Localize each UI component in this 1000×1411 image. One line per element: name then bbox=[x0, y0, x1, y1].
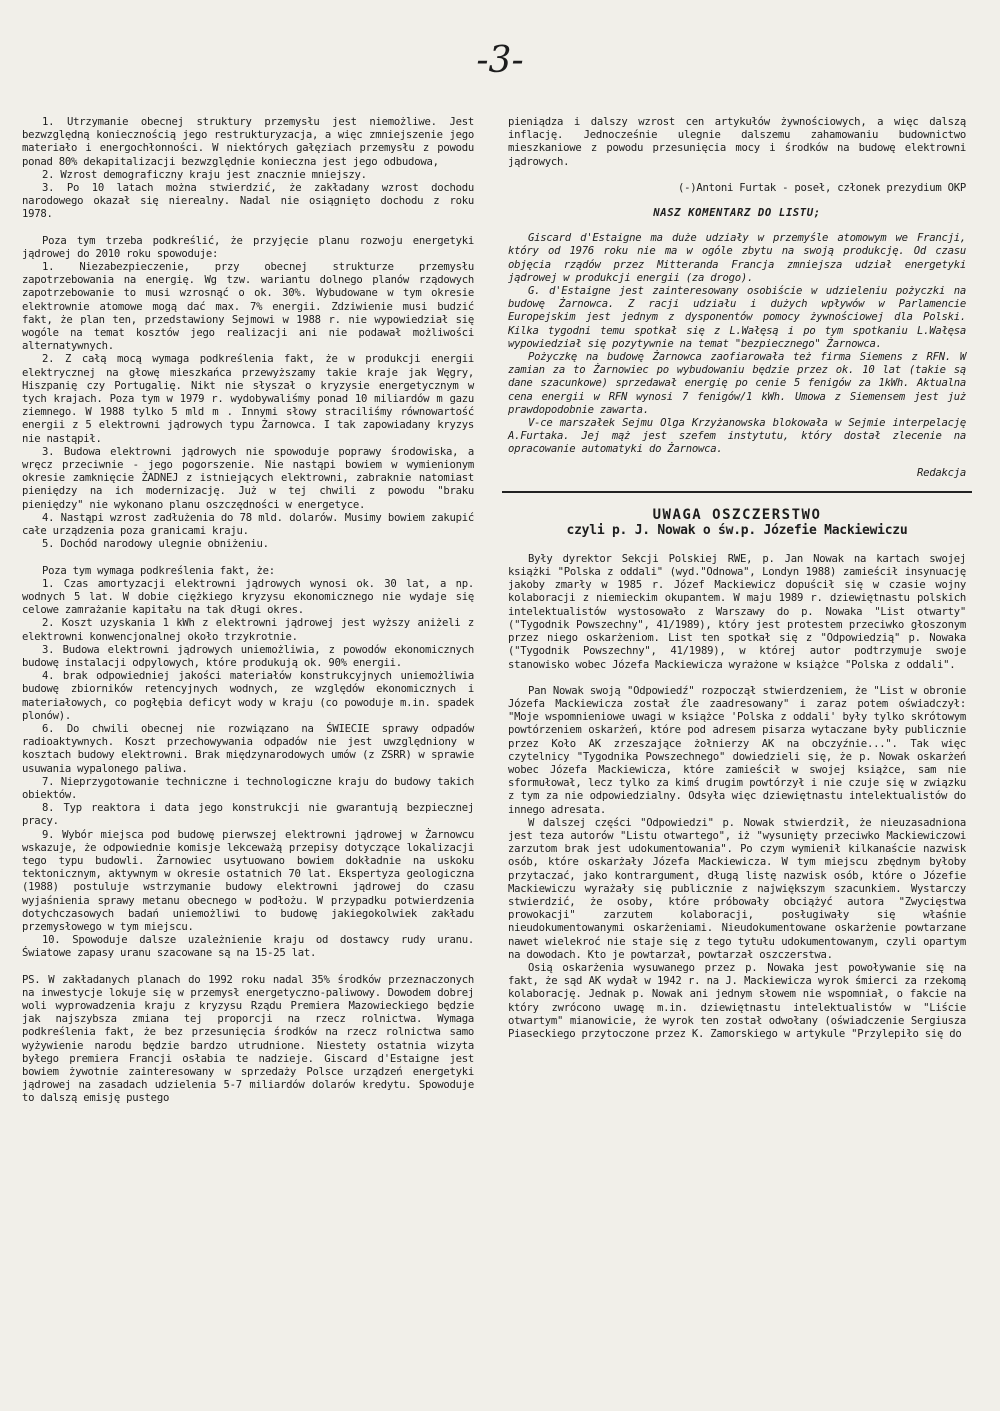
article-paragraph: Osią oskarżenia wysuwanego przez p. Nowaka jest powoływanie się na fakt, że sąd AK wydał w 1942 r. na J. Mackiewicza wyrok śmierci za rzekomą kolaborację. Jednak p. Nowak ani jednym słowem nie wspomniał, o fakcie na który zwrócono uwagę m.in. dziewiętnastu intelektualistów w "Liście otwartym" mianowicie, że wyrok ten został odwołany (oświadczenie Sergiusza Piaseckiego przytoczone przez K. Zamorskiego w artykule "Przylepiło się do bbox=[508, 961, 966, 1040]
letter-continuation: pieniądza i dalszy wzrost cen artykułów żywnościowych, a więc dalszą inflację. Jednocześnie ulegnie dalszemu zahamowaniu budownictwo mieszkaniowe z powodu przesunięcia mocy i środków na budowę elektrowni jądrowych. bbox=[508, 116, 966, 168]
commentary-paragraph: G. d'Estaigne jest zainteresowany osobiście w udzieleniu pożyczki na budowę Żarnowca. Z racji udziału i dużych wpływów w Parlamencie Europejskim jest jednym z dysponentów pomocy żywnościowej dla Polski. Kilka tygodni temu spotkał się z L.Wałęsą i po tym spotkaniu L.Wałęsa wypowiedział się pozytywnie na temat "bezpiecznego" Żarnowca. bbox=[508, 285, 966, 350]
fact-9: 9. Wybór miejsca pod budowę pierwszej elektrowni jądrowej w Żarnowcu wskazuje, że odpowiednie komisje lekceważą przepisy dotyczące lokalizacji tego typu budowli. Żarnowiec usytuowano bowiem dokładnie na uskoku tektonicznym, aktywnym w okresie ostatnich 70 lat. Ekspertyza geologiczna (1988) postuluje wstrzymanie budowy elektrowni jądrowej do czasu wyjaśnienia sprawy metanu obecnego w podłożu. W przypadku potwierdzenia dotychczasowych badań uniemożliwi to budowę jakiegokolwiek zakładu przemysłowego w tym miejscu. bbox=[22, 828, 474, 933]
point-1: 1. Utrzymanie obecnej struktury przemysłu jest niemożliwe. Jest bezwzględną koniecznością jego restrukturyzacja, a więc zmniejszenie jego materiało i energochłonności. W niektórych gałęziach przemysłu z powodu ponad 80% dekapitalizacji bezwzględnie konieczna jest jego odbudowa, bbox=[22, 116, 474, 168]
point-3: 3. Po 10 latach można stwierdzić, że zakładany wzrost dochodu narodowego okazał się nierealny. Nadal nie osiągnięto dochodu z roku 1978. bbox=[22, 182, 474, 221]
fact-6: 6. Do chwili obecnej nie rozwiązano na ŚWIECIE sprawy odpadów radioaktywnych. Koszt przechowywania odpadów nie jest uwzględniony w kosztach budowy elektrowni. Brak międzynarodowych umów (z ZSRR) w sprawie usuwania wypalonego paliwa. bbox=[22, 722, 474, 775]
article-subtitle: czyli p. J. Nowak o św.p. Józefie Mackiewiczu bbox=[566, 522, 908, 538]
editorial-signature: Redakcja bbox=[916, 466, 966, 479]
article-paragraph: W dalszej części "Odpowiedzi" p. Nowak stwierdził, że nieuzasadniona jest teza autorów "Listu otwartego", iż "wysunięty przeciwko Mackiewiczowi zarzutom brak jest udokumentowania". Po czym wymienił kilkanaście nazwisk osób, które oskarżały Józefa Mackiewicza. W tym miejscu zbędnym byłoby przytaczać, jako kontrargument, długą listę nazwisk osób, które o Józefie Mackiewiczu wyrażały się publicznie z największym szacunkiem. Wystarczy stwierdzić, że osoby, które próbowały obciążyć autora "Zwycięstwa prowokacji" zarzutem kolaboracji, posługiwały się właśnie nieudokumentowanymi oskarżeniami. Nieudokumentowane oskarżenie powtarzane nawet wielekroć nie staje się z tego tytułu udokumentowanym, czyli opartym na dowodach. Kto je powtarzał, powtarzał oszczerstwa. bbox=[508, 816, 966, 961]
effect-2: 2. Z całą mocą wymaga podkreślenia fakt, że w produkcji energii elektrycznej na głowę mieszkańca przewyższamy takie kraje jak Węgry, Hiszpanię czy Portugalię. Nikt nie słyszał o kryzysie energetycznym w tych krajach. Poza tym w 1979 r. wydobywaliśmy ponad 10 miliardów m gazu ziemnego. W 1988 tylko 5 mld m . Innymi słowy straciliśmy równowartość energii z 5 elektrowni jądrowych typu Żarnowca. I tak zapowiadany kryzys nie nastąpił. bbox=[22, 353, 474, 445]
postscript: PS. W zakładanych planach do 1992 roku nadal 35% środków przeznaczonych na inwestycje lokuje się w przemysł energetyczno-paliwowy. Dowodem dobrej woli wyprowadzenia kraju z kryzysu Rządu Premiera Mazowieckiego będzie jak najszybsza zmiana tej proporcji na rzecz rolnictwa. Wymaga podkreślenia fakt, że bez przesunięcia środków na rzecz rolnictwa samo wyżywienie narodu będzie bardzo utrudnione. Niestety ostatnia wizyta byłego premiera Francji osłabia te nadzieje. Giscard d'Estaigne jest bowiem żywotnie zainteresowany w sprzedaży Polsce urządzeń energetyki jądrowej na zasadach udzielenia 5-7 miliardów dolarów kredytu. Spowoduje to dalszą emisję pustego bbox=[22, 973, 474, 1105]
fact-2: 2. Koszt uzyskania 1 kWh z elektrowni jądrowej jest wyższy aniżeli z elektrowni konwencjonalnej około trzykrotnie. bbox=[22, 617, 474, 643]
article-paragraph: Były dyrektor Sekcji Polskiej RWE, p. Jan Nowak na kartach swojej książki "Polska z oddali" (wyd."Odnowa", Londyn 1988) zamieścił insynuację jakoby zmarły w 1985 r. Józef Mackiewicz dopuścił się w czasie wojny kolaboracji z niemieckim okupantem. W maju 1989 r. dziewiętnastu polskich intelektualistów wystosowało z Warszawy do p. Nowaka "List otwarty" ("Tygodnik Powszechny", 41/1989), który jest protestem przeciwko głoszonym przez niego oskarżeniom. List ten spotkał się z "Odpowiedzią" p. Nowaka ("Tygodnik Powszechny", 41/1989), w której autor podtrzymuje swoje stanowisko wobec Józefa Mackiewicza wyrażone w książce "Polska z oddali". bbox=[508, 552, 966, 671]
article-title: UWAGA OSZCZERSTWO bbox=[652, 506, 822, 523]
fact-7: 7. Nieprzygotowanie techniczne i technologiczne kraju do budowy takich obiektów. bbox=[22, 775, 474, 801]
right-column bbox=[508, 116, 966, 1041]
left-column bbox=[22, 116, 474, 1106]
intro-paragraph-2: Poza tym wymaga podkreślenia fakt, że: bbox=[42, 564, 275, 577]
effect-4: 4. Nastąpi wzrost zadłużenia do 78 mld. dolarów. Musimy bowiem zakupić całe urządzenia poza granicami kraju. bbox=[22, 511, 474, 538]
fact-1: 1. Czas amortyzacji elektrowni jądrowych wynosi ok. 30 lat, a np. wodnych 5 lat. W dobie ciężkiego kryzysu ekonomicznego nie wydaje się celowe zamrażanie kapitału na tak długi okres. bbox=[22, 577, 474, 617]
commentary-body bbox=[508, 232, 966, 456]
commentary-paragraph: V-ce marszałek Sejmu Olga Krzyżanowska blokowała w Sejmie interpelację A.Furtaka. Jej mąż jest szefem instytutu, który dostał zlecenie na opracowanie automatyki do Żarnowca. bbox=[508, 417, 966, 456]
letter-signature: (-)Antoni Furtak - poseł, członek prezydium OKP bbox=[677, 181, 966, 194]
fact-10: 10. Spowoduje dalsze uzależnienie kraju od dostawcy rudy uranu. Światowe zapasy uranu szacowane są na 15-25 lat. bbox=[22, 934, 474, 960]
commentary-paragraph: Giscard d'Estaigne ma duże udziały w przemyśle atomowym we Francji, który od 1976 roku nie ma w ogóle zbytu na swoją produkcję. Od czasu objęcia rządów przez Mitteranda Francja zmniejsza udział energetyki jądrowej w produkcji energii (za drogo). bbox=[508, 232, 966, 284]
point-2: 2. Wzrost demograficzny kraju jest znacznie mniejszy. bbox=[42, 168, 367, 181]
intro-paragraph: Poza tym trzeba podkreślić, że przyjęcie planu rozwoju energetyki jądrowej do 2010 roku spowoduje: bbox=[22, 234, 474, 260]
page-number: -3- bbox=[476, 40, 524, 81]
fact-3: 3. Budowa elektrowni jądrowych uniemożliwia, z powodów ekonomicznych budowę instalacji odpylowych, które produkują ok. 90% energii. bbox=[22, 643, 474, 669]
commentary-title: NASZ KOMENTARZ DO LISTU; bbox=[653, 207, 821, 220]
fact-4: 4. brak odpowiedniej jakości materiałów konstrukcyjnych uniemożliwia budowę zbiorników retencyjnych wodnych, ze względów ekonomicznych i materiałowych, co pogłębia deficyt wody w kraju (co powoduje m.in. spadek plonów). bbox=[22, 670, 474, 722]
fact-8: 8. Typ reaktora i data jego konstrukcji nie gwarantują bezpiecznej pracy. bbox=[22, 802, 474, 828]
section-divider bbox=[502, 491, 972, 493]
article-paragraph: Pan Nowak swoją "Odpowiedź" rozpoczął stwierdzeniem, że "List w obronie Józefa Mackiewicza został źle zaadresowany" i zaraz potem oświadczył: "Moje wspomnieniowe uwagi w książce 'Polska z oddali' były tylko skrótowym powtórzeniem oskarżeń, które pod adresem pisarza wytaczane były publicznie przez Koło AK zrzeszające żołnierzy AK na obczyźnie...". Tak więc czytelnicy "Tygodnika Powszechnego" dowiedzieli się, że p. Nowak oskarżeń wobec Józefa Mackiewicza, które zamieścił w swojej książce, sam nie sformułował, lecz tylko za kimś drugim powtórzył i nie czuje się w związku z tym za nie odpowiedzialny. Odsyła więc dziewiętnastu intelektualistów do innego adresata. bbox=[508, 684, 966, 816]
commentary-paragraph: Pożyczkę na budowę Żarnowca zaofiarowała też firma Siemens z RFN. W zamian za to Żarnowiec po wybudowaniu będzie przez ok. 10 lat (takie są dane szacunkowe) sprzedawał energię po cenie 5 fenigów za 1kWh. Aktualna cena energii w RFN wynosi 7 fenigów/1 kWh. Umowa z Siemensem jest już prawdopodobnie zawarta. bbox=[508, 351, 966, 416]
effect-3: 3. Budowa elektrowni jądrowych nie spowoduje poprawy środowiska, a wręcz przeciwnie - jego pogorszenie. Nie nastąpi bowiem w wymienionym okresie zamknięcie ŻADNEJ z istniejących elektrowni, zabraknie natomiast pieniędzy na ich modernizację. Już w tej chwili z powodu "braku pieniędzy" nie wykonano planu oszczędności w energetyce. bbox=[22, 445, 474, 511]
effect-1: 1. Niezabezpieczenie, przy obecnej strukturze przemysłu zapotrzebowania na energię. Wg tzw. wariantu dolnego planów rządowych zapotrzebowanie to musi wzrosnąć o ok. 30%. Wybudowane w tym okresie elektrownie atomowe mogą dać max. 7% energii. Zdziwienie musi budzić fakt, że plan ten, przedstawiony Sejmowi w 1988 r. nie wypowiedział się wogóle na temat kosztów jego realizacji ani nie podawał możliwości alternatywnych. bbox=[22, 261, 474, 353]
effect-5: 5. Dochód narodowy ulegnie obniżeniu. bbox=[42, 538, 269, 551]
